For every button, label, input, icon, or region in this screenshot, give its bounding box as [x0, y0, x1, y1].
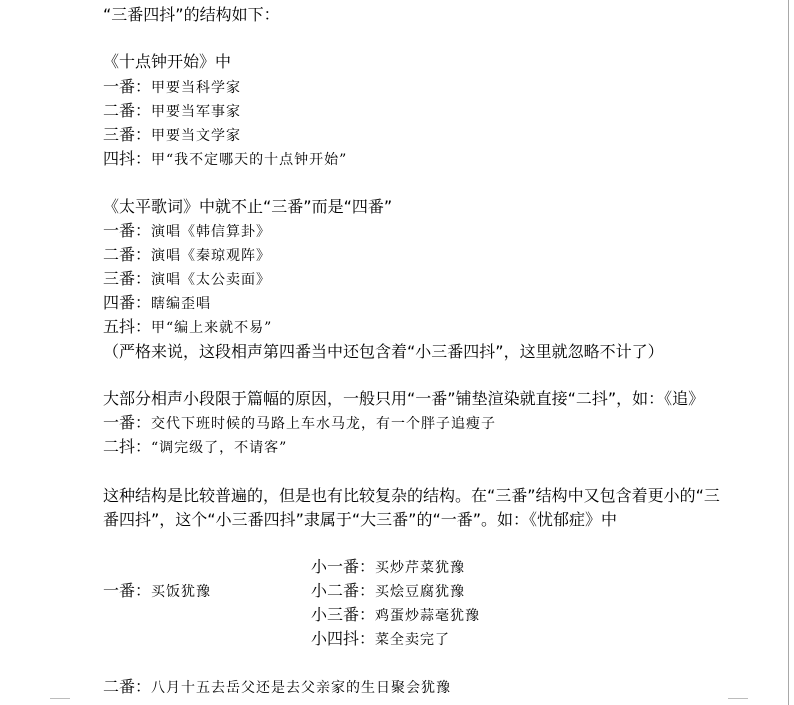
item-label: 二抖： [103, 437, 152, 456]
item-text: 买炒芹菜犹豫 [375, 560, 466, 576]
item-label: 三番： [103, 269, 152, 288]
item-text: 甲“编上来就不易” [151, 320, 273, 336]
item-text: 甲要当科学家 [151, 80, 242, 96]
section2-title: 《太平歌词》中就不止“三番”而是“四番” [103, 197, 393, 216]
item-text: 甲要当军事家 [151, 104, 242, 120]
item-text: 买烩豆腐犹豫 [375, 584, 466, 600]
list-item [103, 101, 241, 121]
item-text: 八月十五去岳父还是去父亲家的生日聚会犹豫 [151, 680, 452, 696]
item-text: 菜全卖完了 [375, 632, 451, 648]
nested-sub-item [311, 557, 465, 577]
item-label: 二番： [103, 101, 152, 120]
list-item [103, 149, 347, 169]
item-text: 甲“我不定哪天的十点钟开始” [151, 152, 348, 168]
item-text: 买饭犹豫 [151, 584, 212, 600]
item-label: 小一番： [311, 557, 376, 576]
item-label: 二番： [103, 245, 152, 264]
item-label: 五抖： [103, 317, 152, 336]
item-label: 一番： [103, 221, 152, 240]
page-corner-mark [50, 698, 70, 699]
item-label: 四番： [103, 293, 152, 312]
item-text: 演唱《太公卖面》 [151, 272, 272, 288]
list-item [103, 677, 451, 697]
item-text: 演唱《韩信算卦》 [151, 224, 272, 240]
list-item [103, 221, 271, 241]
intro-heading: “三番四抖”的结构如下： [103, 5, 280, 24]
item-text: 交代下班时候的马路上车水马龙，有一个胖子追瘦子 [151, 416, 497, 432]
item-label: 一番： [103, 581, 152, 600]
list-item [103, 317, 272, 337]
item-label: 二番： [103, 677, 152, 696]
item-label: 小二番： [311, 581, 376, 600]
item-text: 瞎编歪唱 [151, 296, 212, 312]
item-label: 小三番： [311, 605, 376, 624]
nested-sub-item [311, 629, 450, 649]
list-item [103, 245, 271, 265]
item-text: 鸡蛋炒蒜毫犹豫 [375, 608, 481, 624]
item-text: “调完级了，不请客” [151, 440, 288, 456]
section2-note: （严格来说，这段相声第四番当中还包含着“小三番四抖”，这里就忽略不计了） [103, 342, 664, 361]
page-corner-mark [728, 698, 748, 699]
list-item [103, 125, 241, 145]
item-text: 甲要当文学家 [151, 128, 242, 144]
list-item [103, 437, 287, 457]
section3-title: 大部分相声小段限于篇幅的原因，一般只用“一番”铺垫渲染就直接“二抖”，如：《追》 [103, 389, 705, 408]
item-label: 三番： [103, 125, 152, 144]
nested-sub-item [311, 605, 480, 625]
list-item [103, 413, 496, 433]
paragraph-line: 番四抖”，这个“小三番四抖”隶属于“大三番”的“一番”。如：《忧郁症》中 [103, 510, 618, 529]
nested-main-item [103, 581, 211, 601]
item-label: 小四抖： [311, 629, 376, 648]
nested-sub-item [311, 581, 465, 601]
item-label: 四抖： [103, 149, 152, 168]
section1-title: 《十点钟开始》中 [103, 52, 232, 71]
list-item [103, 293, 211, 313]
item-label: 一番： [103, 413, 152, 432]
item-text: 演唱《秦琼观阵》 [151, 248, 272, 264]
item-label: 一番： [103, 77, 152, 96]
paragraph-line: 这种结构是比较普遍的，但是也有比较复杂的结构。在“三番”结构中又包含着更小的“三 [103, 486, 720, 505]
list-item [103, 269, 271, 289]
list-item [103, 77, 241, 97]
